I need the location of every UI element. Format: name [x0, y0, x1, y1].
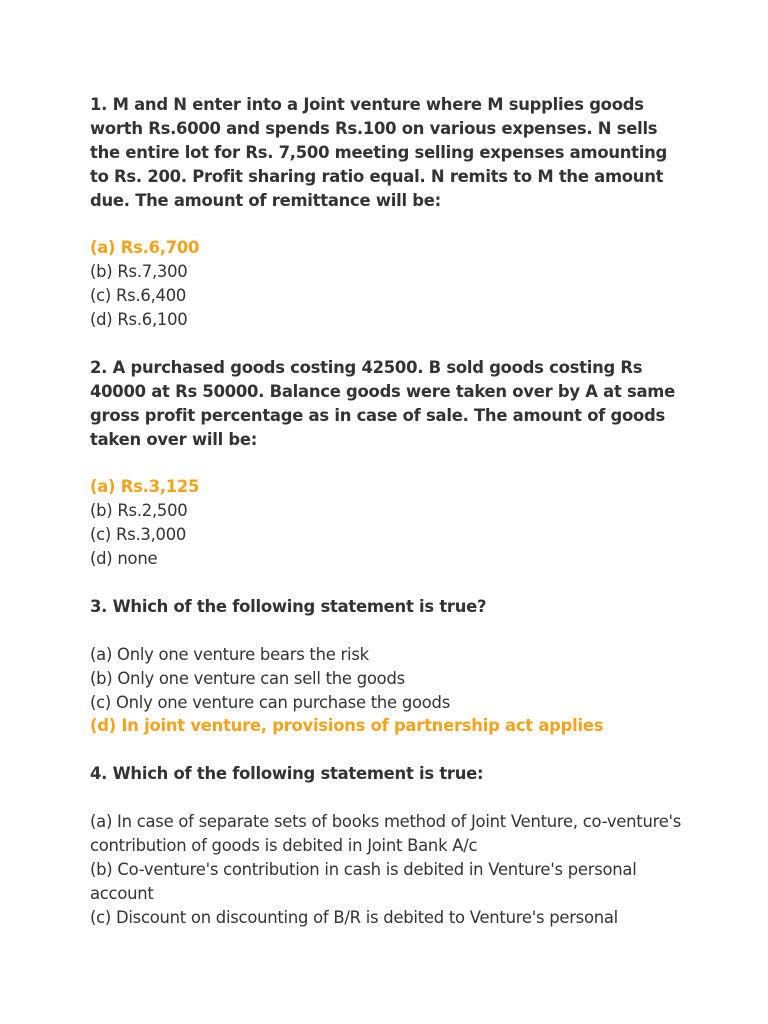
option-list [90, 475, 690, 571]
option-d: (d) Rs.6,100 [90, 310, 188, 330]
question-1 [90, 93, 690, 332]
question-text: 2. A purchased goods costing 42500. B sold goods costing Rs 40000 at Rs 50000. Balance goods were taken over by A at same gross profit percentage as in case of sale. The amount of goods taken over will be: [90, 357, 676, 449]
option-a: (a) In case of separate sets of books method of Joint Venture, co-venture's contribution of goods is debited in Joint Bank A/c [90, 812, 682, 855]
option-b: (b) Rs.7,300 [90, 262, 188, 282]
question-2 [90, 356, 690, 571]
question-3 [90, 595, 690, 738]
question-text: 3. Which of the following statement is true? [90, 596, 487, 616]
option-b: (b) Rs.2,500 [90, 501, 188, 521]
option-list [90, 643, 690, 739]
option-c: (c) Discount on discounting of B/R is debited to Venture's personal [90, 907, 618, 927]
option-c: (c) Rs.3,000 [90, 525, 187, 545]
option-list [90, 810, 690, 930]
question-4 [90, 762, 690, 929]
option-list [90, 236, 690, 332]
option-b: (b) Co-venture's contribution in cash is debited in Venture's personal account [90, 859, 637, 903]
question-text: 4. Which of the following statement is true: [90, 764, 484, 784]
option-d-highlighted: (d) In joint venture, provisions of partnership act applies [90, 716, 604, 736]
option-c: (c) Rs.6,400 [90, 286, 187, 306]
document-page [90, 93, 690, 954]
option-a-highlighted: (a) Rs.3,125 [90, 477, 200, 497]
question-text: 1. M and N enter into a Joint venture where M supplies goods worth Rs.6000 and spends Rs.100 on various expenses. N sells the entire lot for Rs. 7,500 meeting selling expenses amounting to Rs. 200. Profit sharing ratio equal. N remits to M the amount due. The amount of remittance will be: [90, 95, 668, 210]
option-d: (d) none [90, 549, 158, 569]
option-b: (b) Only one venture can sell the goods [90, 668, 405, 688]
option-a: (a) Only one venture bears the risk [90, 644, 369, 664]
option-c: (c) Only one venture can purchase the goods [90, 692, 450, 712]
option-a-highlighted: (a) Rs.6,700 [90, 238, 200, 258]
